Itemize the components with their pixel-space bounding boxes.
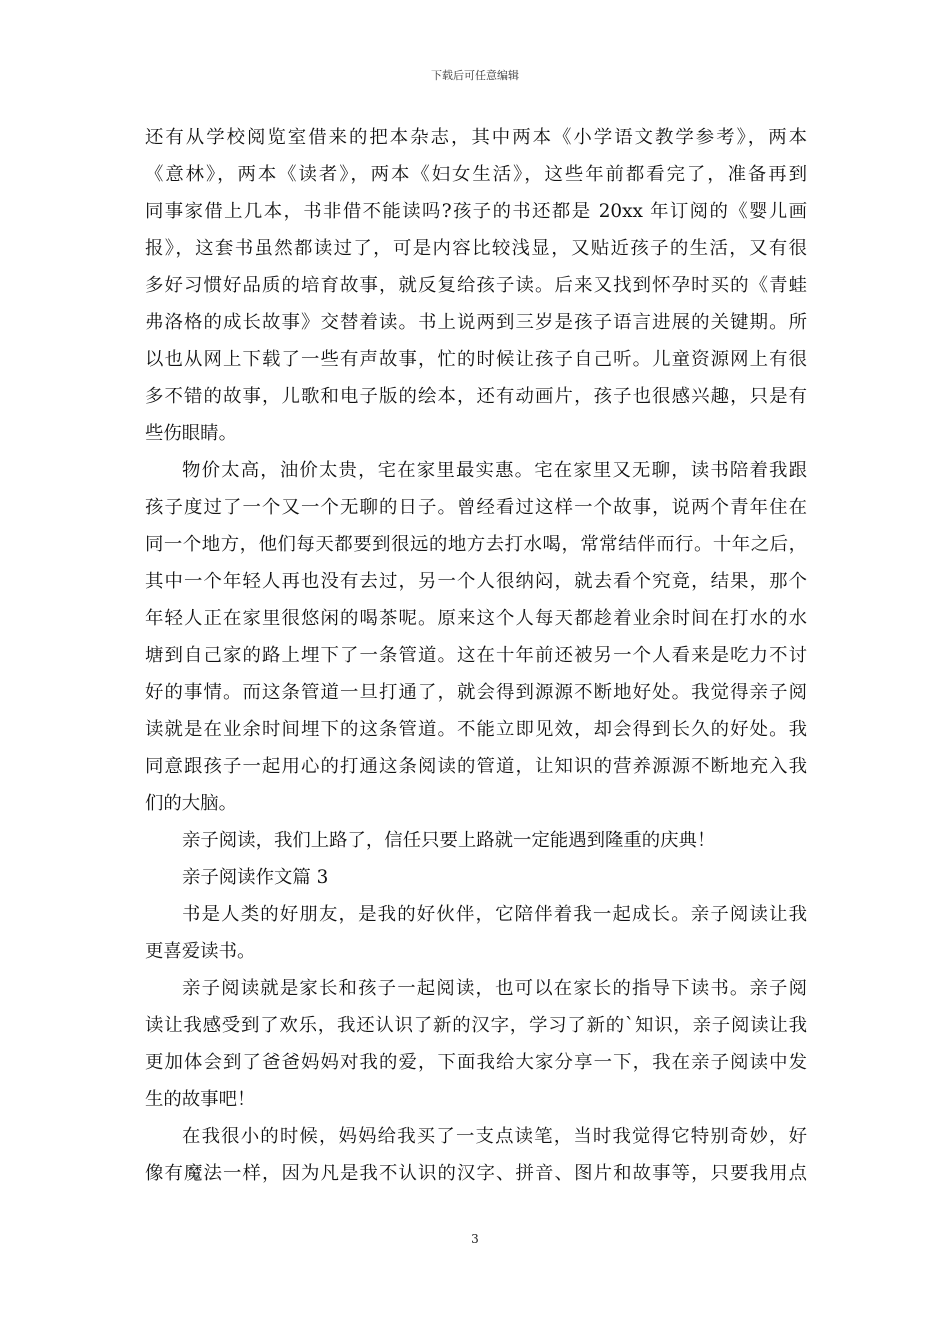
text-line: 多不错的故事，儿歌和电子版的绘本，还有动画片，孩子也很感兴趣，只是有 — [145, 386, 807, 407]
text-line: 些伤眼睛。 — [145, 423, 237, 444]
text-line: 像有魔法一样，因为凡是我不认识的汉字、拼音、图片和故事等，只要我用点 — [145, 1163, 807, 1184]
text-line: 以也从网上下载了一些有声故事，忙的时候让孩子自己听。儿童资源网上有很 — [145, 349, 807, 370]
document-body — [145, 119, 807, 1192]
text-line: 生的故事吧！ — [145, 1089, 256, 1110]
text-line: 们的大脑。 — [145, 793, 237, 814]
text-line: 读就是在业余时间埋下的这条管道。不能立即见效，却会得到长久的好处。我 — [145, 719, 807, 740]
text-line: 亲子阅读作文篇 3 — [182, 867, 329, 888]
text-line: 书是人类的好朋友，是我的好伙伴，它陪伴着我一起成长。亲子阅读让我 — [182, 904, 807, 925]
paragraph — [145, 859, 807, 896]
text-line: 还有从学校阅览室借来的把本杂志，其中两本《小学语文教学参考》，两本 — [145, 127, 807, 148]
text-line: 其中一个年轻人再也没有去过，另一个人很纳闷，就去看个究竟，结果，那个 — [145, 571, 807, 592]
text-line: 读让我感受到了欢乐，我还认识了新的汉字，学习了新的`知识，亲子阅读让我 — [145, 1015, 807, 1036]
text-line: 弗洛格的成长故事》交替着读。书上说两到三岁是孩子语言进展的关键期。所 — [145, 312, 807, 333]
page-number: 3 — [471, 1232, 479, 1246]
text-line: 多好习惯好品质的培育故事，就反复给孩子读。后来又找到怀孕时买的《青蛙 — [145, 275, 807, 296]
text-line: 同一个地方，他们每天都要到很远的地方去打水喝，常常结伴而行。十年之后， — [145, 534, 807, 555]
text-line: 塘到自己家的路上埋下了一条管道。这在十年前还被另一个人看来是吃力不讨 — [145, 645, 807, 666]
text-line: 好的事情。而这条管道一旦打通了，就会得到源源不断地好处。我觉得亲子阅 — [145, 682, 807, 703]
paragraph — [145, 452, 807, 822]
paragraph — [145, 822, 807, 859]
paragraph — [145, 119, 807, 452]
text-line: 同事家借上几本，书非借不能读吗?孩子的书还都是 20xx 年订阅的《婴儿画 — [145, 201, 807, 222]
paragraph — [145, 896, 807, 970]
text-line: 在我很小的时候，妈妈给我买了一支点读笔，当时我觉得它特别奇妙，好 — [182, 1126, 807, 1147]
text-line: 《意林》，两本《读者》，两本《妇女生活》，这些年前都看完了，准备再到 — [145, 164, 807, 185]
text-line: 同意跟孩子一起用心的打通这条阅读的管道，让知识的营养源源不断地充入我 — [145, 756, 807, 777]
paragraph — [145, 1118, 807, 1192]
text-line: 报》，这套书虽然都读过了，可是内容比较浅显，又贴近孩子的生活，又有很 — [145, 238, 807, 259]
text-line: 更喜爱读书。 — [145, 941, 256, 962]
text-line: 孩子度过了一个又一个无聊的日子。曾经看过这样一个故事，说两个青年住在 — [145, 497, 807, 518]
page-header: 下载后可任意编辑 — [431, 69, 519, 82]
text-line: 亲子阅读就是家长和孩子一起阅读，也可以在家长的指导下读书。亲子阅 — [182, 978, 807, 999]
text-line: 更加体会到了爸爸妈妈对我的爱，下面我给大家分享一下，我在亲子阅读中发 — [145, 1052, 807, 1073]
text-line: 年轻人正在家里很悠闲的喝茶呢。原来这个人每天都趁着业余时间在打水的水 — [145, 608, 807, 629]
paragraph — [145, 970, 807, 1118]
text-line: 物价太高，油价太贵，宅在家里最实惠。宅在家里又无聊，读书陪着我跟 — [182, 460, 807, 481]
text-line: 亲子阅读，我们上路了，信任只要上路就一定能遇到隆重的庆典！ — [182, 830, 716, 851]
